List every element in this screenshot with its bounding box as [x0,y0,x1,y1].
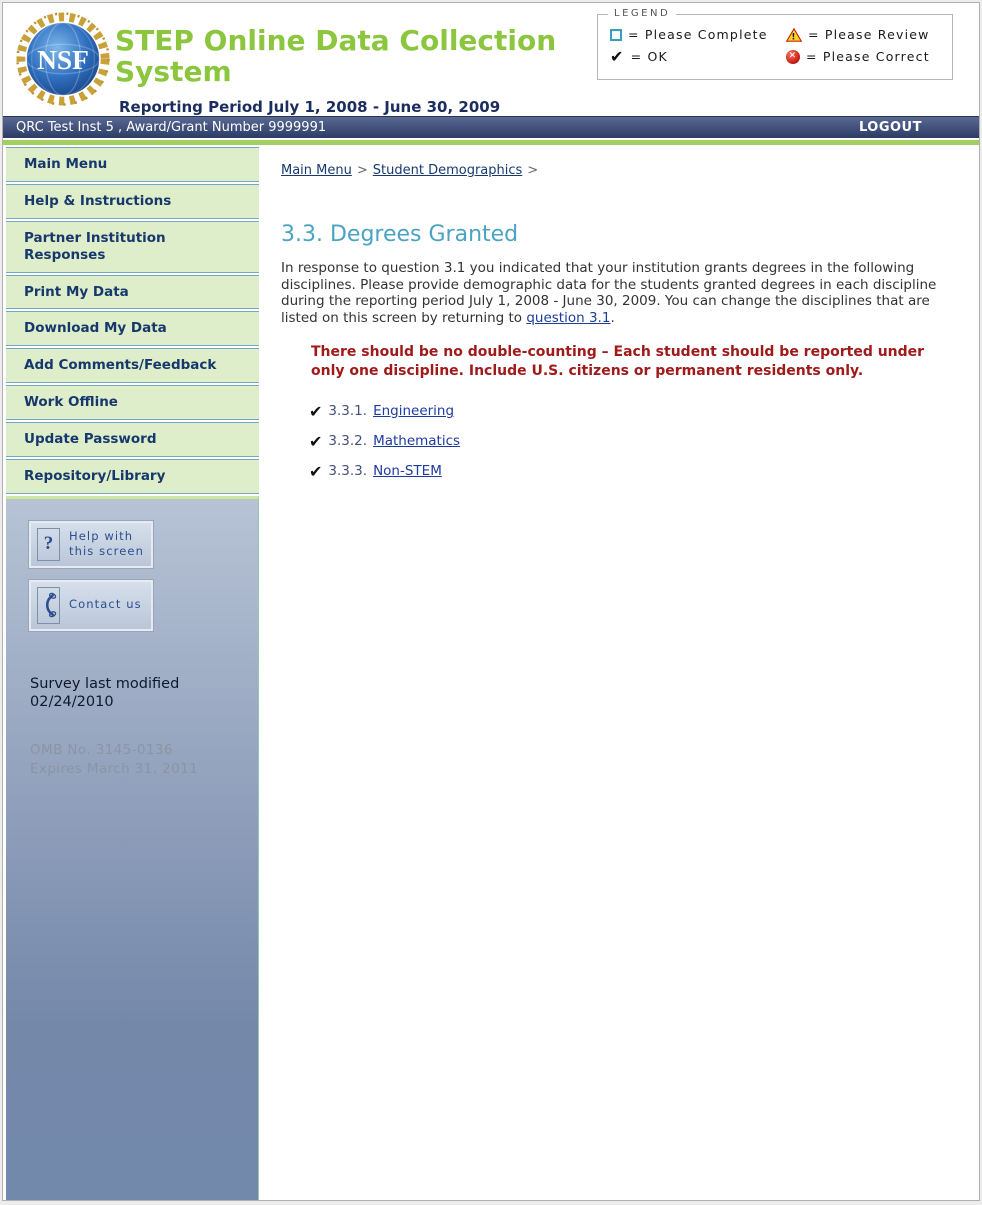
help-with-screen-label: Help with this screen [69,528,144,559]
legend-label: = OK [630,49,668,64]
discipline-row-mathematics [309,426,969,456]
discipline-number: 3.3.1. [328,403,368,419]
question-3-1-link[interactable]: question 3.1 [526,309,611,326]
sidebar-panel [6,496,259,1201]
breadcrumb-student-demographics[interactable]: Student Demographics [372,163,523,178]
svg-text:!: ! [791,32,797,42]
nsf-logo [16,12,110,106]
sidebar-item-help-instructions[interactable]: Help & Instructions [6,184,259,219]
sidebar-item-main-menu[interactable]: Main Menu [6,147,259,182]
discipline-number: 3.3.2. [328,433,368,449]
intro-paragraph: In response to question 3.1 you indicated that your institution grants degrees in the following disciplines. Please provide demographic data for the students granted degrees in each discipline during the reporting period July 1, 2008 - June 30, 2009. You can change the disciplines that are listed on this screen by returning to question 3.1. [281,260,937,326]
contact-us-button[interactable] [29,580,153,631]
error-circle-icon: ✕ [786,50,800,64]
sidebar-item-add-comments-feedback[interactable]: Add Comments/Feedback [6,348,259,383]
page [2,2,980,1201]
legend-item-correct [786,49,940,64]
institution-bar [3,116,979,138]
header [3,3,979,116]
breadcrumb-separator: > [356,163,368,178]
logout-button[interactable]: LOGOUT [858,120,922,135]
sidebar-item-work-offline[interactable]: Work Offline [6,385,259,420]
breadcrumb [281,163,969,178]
legend-item-ok [610,46,786,66]
omb-notice: OMB No. 3145-0136 Expires March 31, 2011 [30,742,199,777]
legend-item-review [786,27,940,42]
survey-last-modified: Survey last modified 02/24/2010 [30,675,180,710]
help-with-screen-button[interactable] [29,521,153,568]
legend-label: = Please Review [808,27,930,42]
ok-check-icon: ✔ [309,431,323,451]
breadcrumb-separator: > [527,163,539,178]
sidebar-item-repository-library[interactable]: Repository/Library [6,459,259,494]
ok-check-icon: ✔ [309,401,323,421]
phone-icon [37,587,60,624]
nsf-logo-text: NSF [37,44,89,75]
discipline-list [309,396,969,486]
legend-box [597,8,953,80]
checkmark-icon: ✔ [610,46,625,66]
checkbox-empty-icon [610,29,622,41]
app-title [115,25,556,88]
reporting-period: Reporting Period July 1, 2008 - June 30, 2009 [119,98,501,116]
legend-label: = Please Complete [628,27,768,42]
main-content [259,147,980,1201]
sidebar-item-update-password[interactable]: Update Password [6,422,259,457]
breadcrumb-main-menu[interactable]: Main Menu [281,163,352,178]
discipline-link-non-stem[interactable]: Non-STEM [373,463,442,479]
warning-triangle-icon [786,28,802,42]
discipline-link-engineering[interactable]: Engineering [373,403,455,419]
discipline-row-non-stem [309,456,969,486]
page-title: 3.3. Degrees Granted [281,222,519,247]
app-title-line2: System [115,55,232,89]
sidebar-item-download-my-data[interactable]: Download My Data [6,311,259,346]
sidebar-menu [3,147,259,496]
ok-check-icon: ✔ [309,461,323,481]
institution-label: QRC Test Inst 5 , Award/Grant Number 9999991 [16,120,327,135]
green-divider [3,140,979,145]
legend-grid [610,27,940,64]
app-title-line1: STEP Online Data Collection [115,24,557,57]
warning-text: There should be no double-counting – Each student should be reported under only one discipline. Include U.S. citizens or permanent residents only. [311,344,925,379]
discipline-number: 3.3.3. [328,463,368,479]
sidebar-item-print-my-data[interactable]: Print My Data [6,275,259,310]
legend-item-complete [610,27,786,42]
legend-title: LEGEND [608,8,676,19]
legend-label: = Please Correct [806,49,930,64]
sidebar [3,147,259,1201]
discipline-row-engineering [309,396,969,426]
survey-last-modified-date: 02/24/2010 [30,693,114,710]
content-row [3,147,979,1201]
question-mark-icon: ? [37,528,60,561]
contact-us-label: Contact us [69,597,142,612]
sidebar-item-partner-institution-responses[interactable]: Partner Institution Responses [6,221,259,273]
discipline-link-mathematics[interactable]: Mathematics [373,433,461,449]
